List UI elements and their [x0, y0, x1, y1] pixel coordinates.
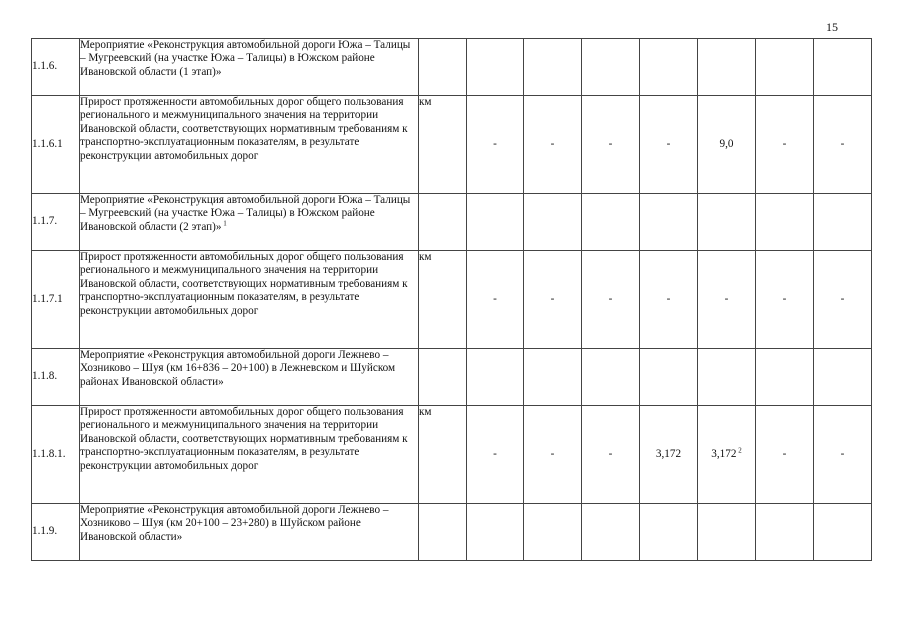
value-cell: [814, 504, 872, 561]
value-cell: [640, 194, 698, 251]
value-text: -: [493, 137, 497, 150]
row-number: 1.1.6.: [32, 39, 80, 96]
row-number: 1.1.9.: [32, 504, 80, 561]
row-description: [80, 251, 419, 349]
value-cell: [524, 349, 582, 406]
table-row: [32, 39, 872, 96]
description-text: Прирост протяженности автомобильных дорог общего пользования регионального и межмуниципального значения на территории Ивановской области, соответствующих нормативным требованиям к транспортно-эксплуатационным показателям, в результате реконструкции автомобильных дорог: [80, 251, 408, 317]
row-description: [80, 349, 419, 406]
description-text: Мероприятие «Реконструкция автомобильной дороги Южа – Талицы – Мугреевский (на участке Южа – Талицы) в Южском районе Ивановской области (1 этап)»: [80, 39, 411, 78]
row-description: [80, 96, 419, 194]
table-row: [32, 504, 872, 561]
row-number: 1.1.7.: [32, 194, 80, 251]
value-cell: [698, 96, 756, 194]
value-cell: [467, 194, 524, 251]
description-text: Мероприятие «Реконструкция автомобильной дороги Южа – Талицы – Мугреевский (на участке Южа – Талицы) в Южском районе Ивановской области (2 этап)»: [80, 194, 411, 233]
row-unit: [419, 504, 467, 561]
value-cell: [698, 251, 756, 349]
row-unit: [419, 349, 467, 406]
value-text: -: [782, 292, 787, 305]
value-cell: [640, 96, 698, 194]
indicators-table: [31, 38, 872, 561]
value-text: -: [608, 292, 613, 305]
value-cell: [582, 39, 640, 96]
value-cell: [814, 251, 872, 349]
value-cell: [467, 349, 524, 406]
value-text: -: [724, 292, 729, 305]
table-row: [32, 251, 872, 349]
value-cell: [640, 251, 698, 349]
value-text: -: [782, 137, 787, 150]
value-cell: [698, 194, 756, 251]
value-cell: [582, 504, 640, 561]
value-text: -: [840, 137, 845, 150]
value-cell: [524, 406, 582, 504]
value-cell: [814, 39, 872, 96]
table-row: [32, 96, 872, 194]
description-text: Мероприятие «Реконструкция автомобильной дороги Лежнево – Хозниково – Шуя (км 20+100 – 23+280) в Шуйском районе Ивановской области»: [80, 504, 389, 543]
value-cell: [756, 504, 814, 561]
table-row: [32, 349, 872, 406]
value-text: 3,172: [711, 447, 737, 460]
value-cell: [814, 96, 872, 194]
value-text: -: [840, 447, 845, 460]
value-cell: [698, 504, 756, 561]
value-text: 3,172: [655, 447, 682, 460]
footnote-mark: 2: [736, 446, 742, 455]
value-cell: [698, 349, 756, 406]
value-cell: [582, 349, 640, 406]
value-cell: [756, 406, 814, 504]
row-description: [80, 406, 419, 504]
value-text: -: [493, 292, 497, 305]
value-cell: [756, 96, 814, 194]
value-cell: [698, 406, 756, 504]
row-unit: км: [419, 96, 467, 194]
description-text: Прирост протяженности автомобильных дорог общего пользования регионального и межмуниципального значения на территории Ивановской области, соответствующих нормативным требованиям к транспортно-эксплуатационным показателям, в результате реконструкции автомобильных дорог: [80, 406, 408, 472]
value-cell: [814, 194, 872, 251]
value-text: -: [493, 447, 497, 460]
value-cell: [467, 39, 524, 96]
value-text: -: [666, 137, 671, 150]
value-text: -: [840, 292, 845, 305]
value-text: -: [550, 137, 555, 150]
value-text: -: [782, 447, 787, 460]
value-cell: [582, 96, 640, 194]
value-cell: [814, 349, 872, 406]
value-cell: [524, 39, 582, 96]
row-number: 1.1.6.1: [32, 96, 80, 194]
value-cell: [640, 504, 698, 561]
value-cell: [582, 251, 640, 349]
value-cell: [640, 406, 698, 504]
row-description: [80, 194, 419, 251]
value-cell: [640, 39, 698, 96]
value-cell: [756, 349, 814, 406]
value-cell: [698, 39, 756, 96]
value-cell: [756, 194, 814, 251]
value-text: -: [666, 292, 671, 305]
value-cell: [582, 194, 640, 251]
value-cell: [524, 96, 582, 194]
row-number: 1.1.8.1.: [32, 406, 80, 504]
value-cell: [640, 349, 698, 406]
table-row: [32, 194, 872, 251]
row-unit: км: [419, 251, 467, 349]
row-description: [80, 504, 419, 561]
value-cell: [524, 251, 582, 349]
value-cell: [524, 194, 582, 251]
description-text: Мероприятие «Реконструкция автомобильной дороги Лежнево – Хозниково – Шуя (км 16+836 – 20+100) в Лежневском и Шуйском районах Ивановской области»: [80, 349, 396, 388]
value-cell: [814, 406, 872, 504]
table-row: [32, 406, 872, 504]
row-unit: [419, 39, 467, 96]
value-text: -: [550, 292, 555, 305]
value-text: 9,0: [719, 137, 734, 150]
row-unit: км: [419, 406, 467, 504]
value-cell: [756, 39, 814, 96]
value-cell: [756, 251, 814, 349]
value-text: -: [608, 137, 613, 150]
row-number: 1.1.8.: [32, 349, 80, 406]
description-text: Прирост протяженности автомобильных дорог общего пользования регионального и межмуниципального значения на территории Ивановской области, соответствующих нормативным требованиям к транспортно-эксплуатационным показателям, в результате реконструкции автомобильных дорог: [80, 96, 408, 162]
value-text: -: [550, 447, 555, 460]
value-cell: [582, 406, 640, 504]
value-cell: [467, 96, 524, 194]
value-cell: [467, 251, 524, 349]
value-cell: [524, 504, 582, 561]
row-description: [80, 39, 419, 96]
footnote-mark: 1: [221, 219, 227, 228]
row-unit: [419, 194, 467, 251]
page-number: 15: [826, 20, 838, 34]
value-text: -: [608, 447, 613, 460]
value-cell: [467, 504, 524, 561]
value-cell: [467, 406, 524, 504]
row-number: 1.1.7.1: [32, 251, 80, 349]
